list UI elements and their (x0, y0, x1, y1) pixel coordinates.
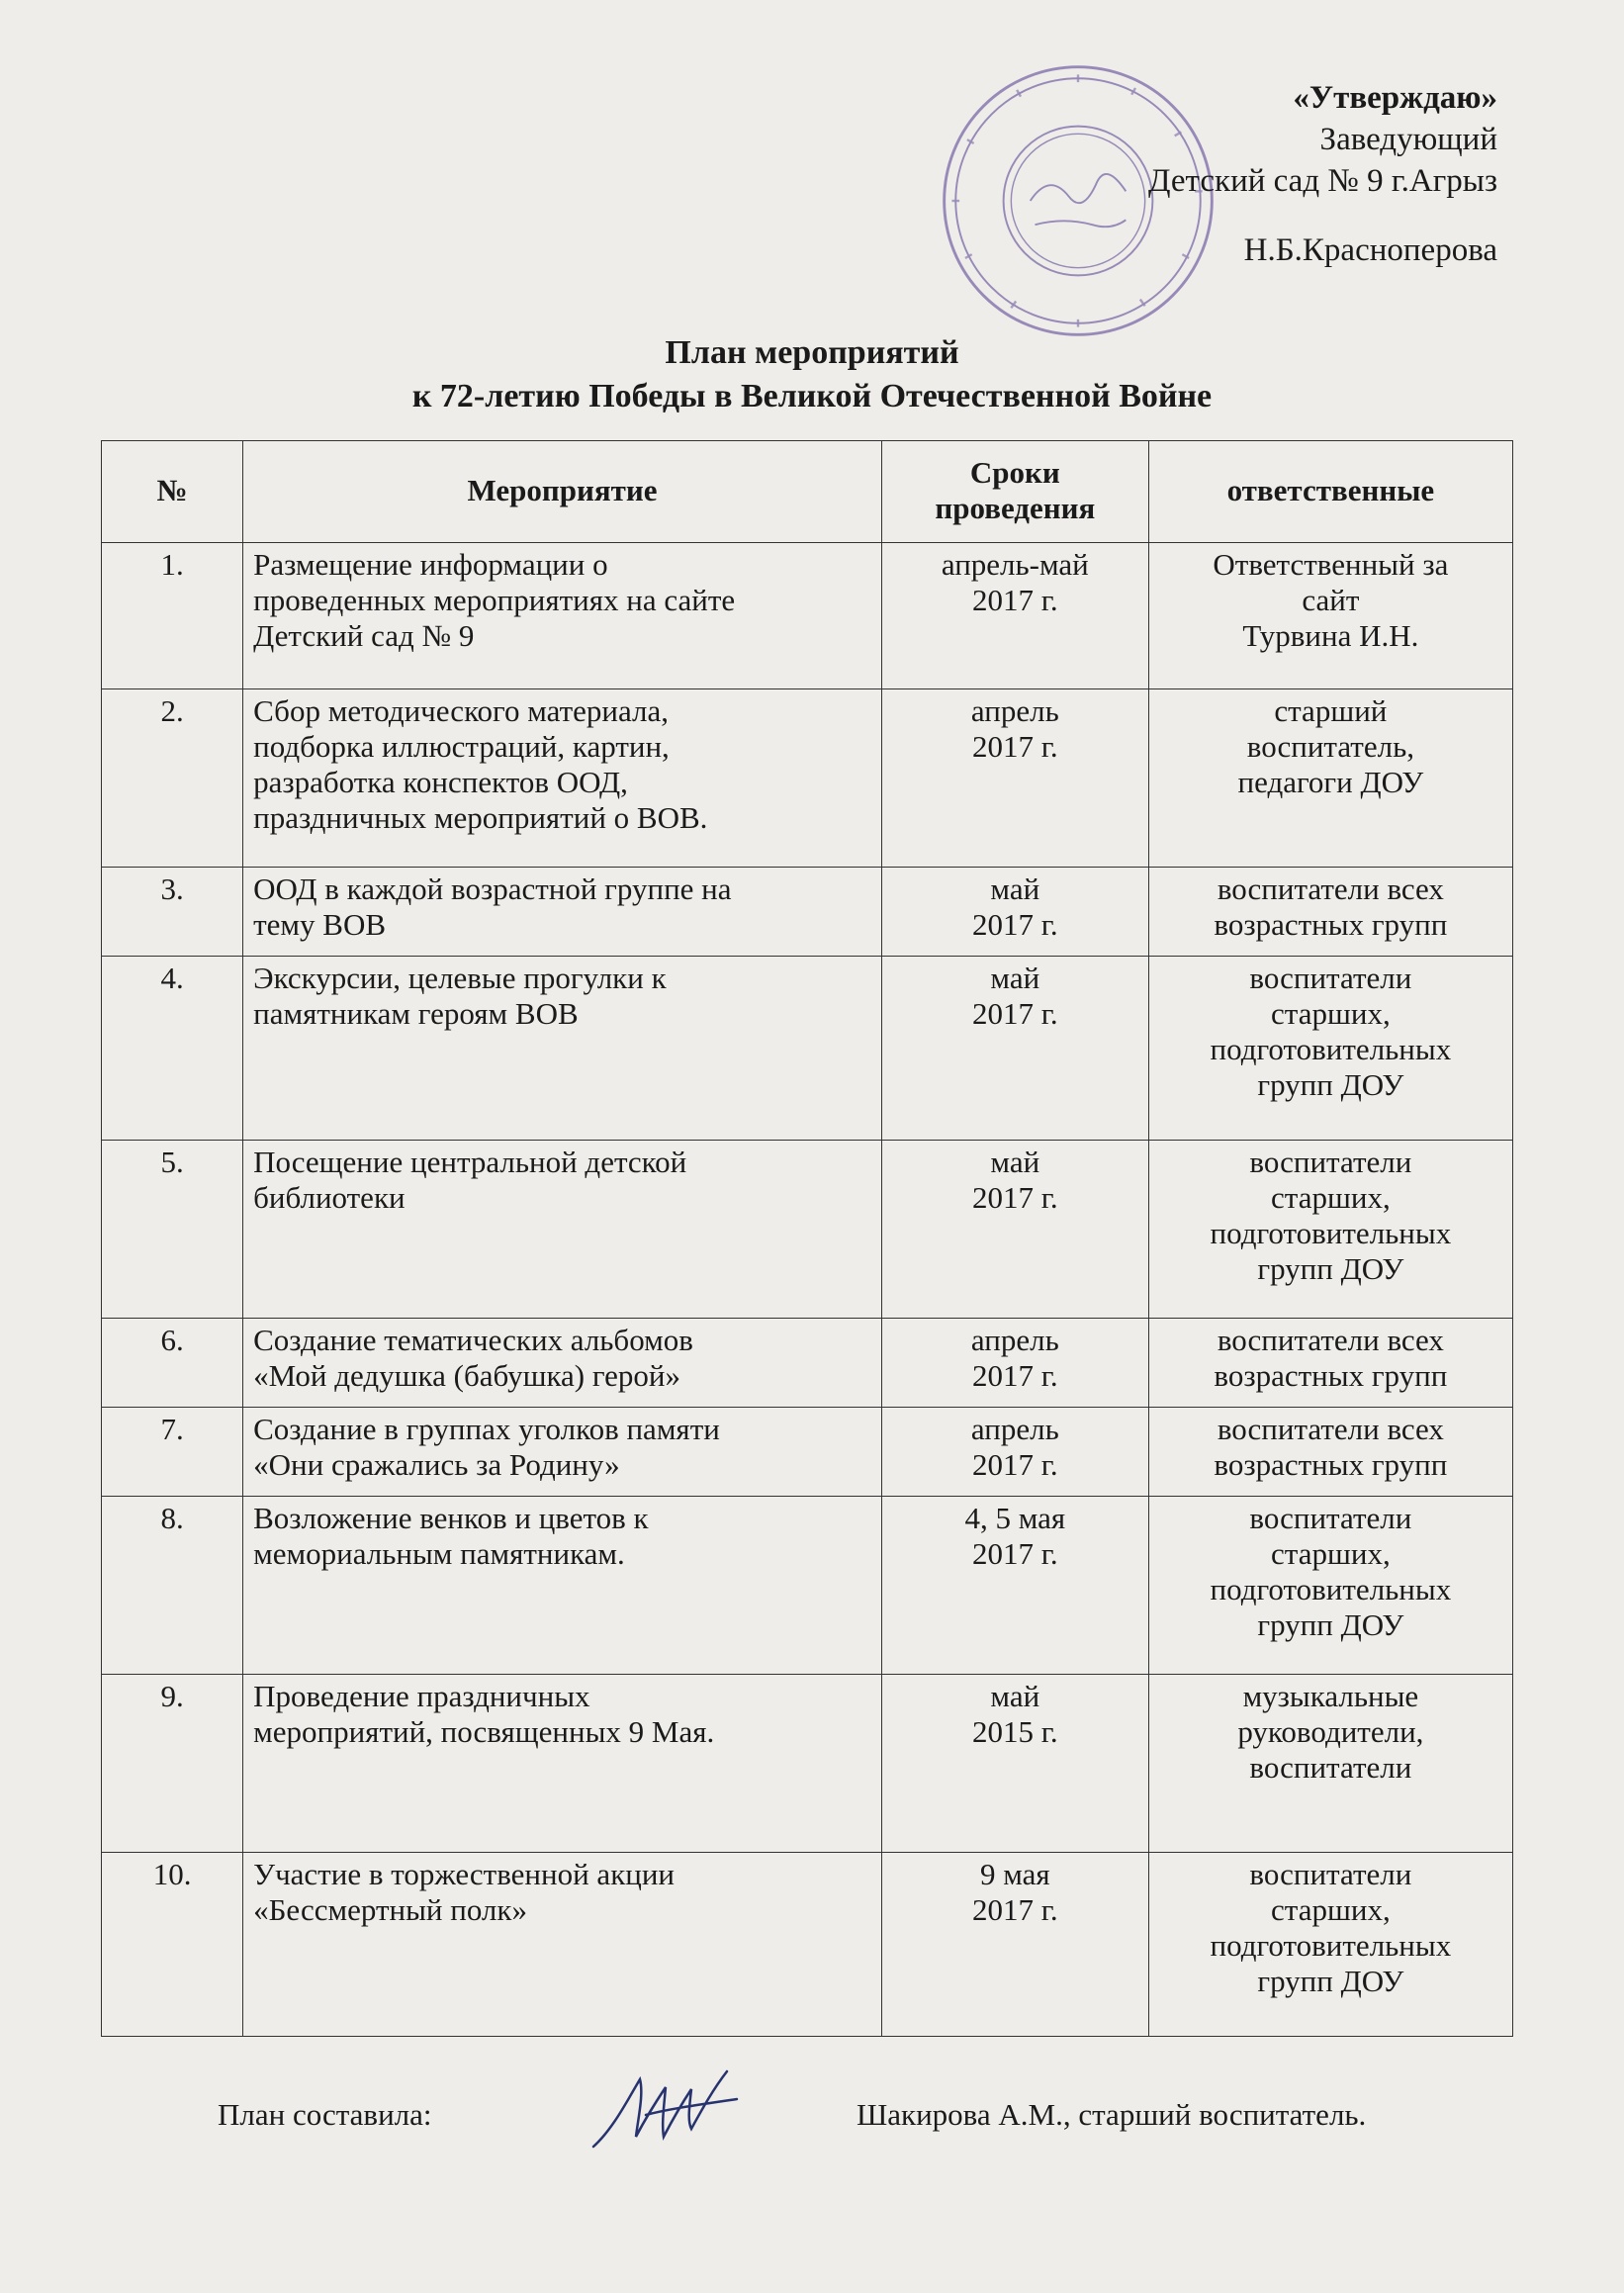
cell-num: 3. (102, 868, 243, 957)
cell-event-line: Создание в группах уголков памяти (253, 1412, 720, 1446)
cell-event (243, 543, 882, 689)
header-dates (881, 441, 1148, 543)
cell-resp-line: воспитатели (1249, 1750, 1412, 1785)
footer-label: План составила: (218, 2097, 432, 2132)
cell-event-line: «Бессмертный полк» (253, 1892, 527, 1927)
cell-event (243, 689, 882, 868)
table-header-row (102, 441, 1513, 543)
title-line-2: к 72-летию Победы в Великой Отечественной Войне (411, 378, 1213, 414)
approval-block (1148, 77, 1497, 271)
cell-resp-line: старших, (1271, 996, 1391, 1031)
header-resp: ответственные (1148, 441, 1512, 543)
cell-resp-line: подготовительных (1210, 1572, 1452, 1606)
cell-dates (881, 1408, 1148, 1497)
cell-resp-line: воспитатели всех (1217, 1412, 1444, 1446)
cell-dates-line: 2017 г. (971, 1180, 1058, 1215)
cell-event-line: мемориальным памятникам. (253, 1536, 625, 1571)
cell-resp-line: воспитатель, (1246, 729, 1414, 764)
cell-dates-line: 2017 г. (971, 729, 1058, 764)
cell-dates-line: апрель (970, 693, 1059, 728)
cell-resp (1148, 1675, 1512, 1853)
cell-dates-line: 2017 г. (971, 583, 1058, 617)
cell-resp (1148, 1408, 1512, 1497)
cell-resp-line: сайт (1302, 583, 1360, 617)
cell-num: 5. (102, 1141, 243, 1319)
cell-resp-line: воспитатели всех (1217, 1323, 1444, 1357)
cell-event (243, 1319, 882, 1408)
cell-resp-line: групп ДОУ (1257, 1964, 1404, 1998)
table-row (102, 868, 1513, 957)
cell-num: 4. (102, 957, 243, 1141)
cell-num: 2. (102, 689, 243, 868)
cell-resp (1148, 1141, 1512, 1319)
cell-dates (881, 1319, 1148, 1408)
cell-resp-line: старших, (1271, 1892, 1391, 1927)
title-line-1: План мероприятий (665, 334, 959, 371)
table-row (102, 1141, 1513, 1319)
cell-resp-line: подготовительных (1210, 1032, 1452, 1066)
cell-resp-line: старший (1274, 693, 1388, 728)
cell-event-line: «Они сражались за Родину» (253, 1447, 620, 1482)
cell-resp-line: Ответственный за (1213, 547, 1449, 582)
document-title (0, 331, 1624, 418)
cell-event-line: памятникам героям ВОВ (253, 996, 579, 1031)
cell-resp-line: воспитатели (1249, 961, 1412, 995)
cell-event-line: проведенных мероприятиях на сайте (253, 583, 736, 617)
cell-dates-line: 2017 г. (971, 907, 1058, 942)
table-row (102, 543, 1513, 689)
cell-resp-line: воспитатели всех (1217, 871, 1444, 906)
cell-event-line: разработка конспектов ООД, (253, 765, 628, 799)
table-row (102, 689, 1513, 868)
cell-event-line: Детский сад № 9 (253, 618, 475, 653)
cell-dates-line: май (990, 871, 1040, 906)
cell-num: 1. (102, 543, 243, 689)
cell-dates-line: 2017 г. (971, 1447, 1058, 1482)
cell-dates-line: апрель (970, 1412, 1059, 1446)
cell-dates-line: 9 мая (979, 1857, 1050, 1891)
cell-resp-line: подготовительных (1210, 1216, 1452, 1250)
cell-dates (881, 1675, 1148, 1853)
cell-resp-line: возрастных групп (1214, 1358, 1448, 1393)
table-row (102, 1319, 1513, 1408)
cell-event (243, 1141, 882, 1319)
cell-resp (1148, 957, 1512, 1141)
cell-resp-line: возрастных групп (1214, 1447, 1448, 1482)
cell-num: 6. (102, 1319, 243, 1408)
cell-event-line: подборка иллюстраций, картин, (253, 729, 670, 764)
cell-dates-line: май (990, 961, 1040, 995)
header-num: № (102, 441, 243, 543)
cell-dates-line: 2017 г. (971, 1536, 1058, 1571)
cell-dates-line: апрель-май (941, 547, 1089, 582)
cell-dates-line: 4, 5 мая (964, 1501, 1066, 1535)
cell-event (243, 1497, 882, 1675)
cell-event-line: Участие в торжественной акции (253, 1857, 676, 1891)
cell-resp (1148, 689, 1512, 868)
table-row (102, 1408, 1513, 1497)
cell-event (243, 1408, 882, 1497)
cell-resp-line: педагоги ДОУ (1237, 765, 1424, 799)
header-dates-line: проведения (935, 491, 1096, 525)
cell-event-line: Возложение венков и цветов к (253, 1501, 649, 1535)
cell-resp-line: возрастных групп (1214, 907, 1448, 942)
cell-event-line: «Мой дедушка (бабушка) герой» (253, 1358, 681, 1393)
cell-event-line: ООД в каждой возрастной группе на (253, 871, 732, 906)
cell-event-line: мероприятий, посвященных 9 Мая. (253, 1714, 715, 1749)
cell-resp-line: музыкальные (1242, 1679, 1419, 1713)
cell-num: 10. (102, 1853, 243, 2037)
cell-event-line: Экскурсии, целевые прогулки к (253, 961, 667, 995)
cell-resp-line: групп ДОУ (1257, 1251, 1404, 1286)
cell-event (243, 868, 882, 957)
cell-event (243, 1853, 882, 2037)
cell-event-line: Создание тематических альбомов (253, 1323, 693, 1357)
cell-resp-line: старших, (1271, 1536, 1391, 1571)
cell-dates (881, 1853, 1148, 2037)
cell-dates (881, 689, 1148, 868)
cell-resp (1148, 1497, 1512, 1675)
cell-resp-line: Турвина И.Н. (1242, 618, 1419, 653)
events-table (101, 440, 1513, 2037)
cell-event-line: праздничных мероприятий о ВОВ. (253, 800, 708, 835)
header-event: Мероприятие (243, 441, 882, 543)
table-body (102, 543, 1513, 2037)
approval-position: Заведующий (1319, 122, 1497, 157)
cell-resp-line: подготовительных (1210, 1928, 1452, 1963)
cell-resp-line: групп ДОУ (1257, 1607, 1404, 1642)
cell-resp-line: воспитатели (1249, 1857, 1412, 1891)
cell-event (243, 1675, 882, 1853)
approval-organization: Детский сад № 9 г.Агрыз (1148, 163, 1497, 199)
cell-event-line: Проведение праздничных (253, 1679, 590, 1713)
cell-event-line: тему ВОВ (253, 907, 387, 942)
footer-author: Шакирова А.М., старший воспитатель. (857, 2097, 1367, 2132)
cell-num: 7. (102, 1408, 243, 1497)
cell-dates-line: май (990, 1679, 1040, 1713)
cell-num: 8. (102, 1497, 243, 1675)
cell-dates (881, 1497, 1148, 1675)
header-dates-line: Сроки (969, 455, 1060, 490)
table-row (102, 957, 1513, 1141)
cell-dates (881, 868, 1148, 957)
cell-resp (1148, 543, 1512, 689)
cell-num: 9. (102, 1675, 243, 1853)
table-row (102, 1853, 1513, 2037)
cell-resp-line: групп ДОУ (1257, 1067, 1404, 1102)
cell-event (243, 957, 882, 1141)
cell-event-line: Посещение центральной детской (253, 1145, 687, 1179)
cell-resp-line: воспитатели (1249, 1501, 1412, 1535)
table-row (102, 1497, 1513, 1675)
cell-event-line: Размещение информации о (253, 547, 608, 582)
cell-dates-line: 2017 г. (971, 996, 1058, 1031)
table-row (102, 1675, 1513, 1853)
cell-dates-line: 2015 г. (971, 1714, 1058, 1749)
cell-dates-line: май (990, 1145, 1040, 1179)
cell-dates-line: 2017 г. (971, 1892, 1058, 1927)
cell-resp (1148, 1853, 1512, 2037)
author-signature (588, 2060, 747, 2158)
cell-resp-line: старших, (1271, 1180, 1391, 1215)
cell-dates (881, 957, 1148, 1141)
cell-resp-line: руководители, (1237, 1714, 1424, 1749)
cell-resp-line: воспитатели (1249, 1145, 1412, 1179)
cell-dates (881, 543, 1148, 689)
cell-resp (1148, 868, 1512, 957)
cell-dates-line: 2017 г. (971, 1358, 1058, 1393)
approval-signatory: Н.Б.Красноперова (1243, 232, 1497, 268)
cell-dates-line: апрель (970, 1323, 1059, 1357)
cell-dates (881, 1141, 1148, 1319)
approval-heading: «Утверждаю» (1293, 80, 1497, 116)
cell-resp (1148, 1319, 1512, 1408)
cell-event-line: Сбор методического материала, (253, 693, 670, 728)
cell-event-line: библиотеки (253, 1180, 406, 1215)
